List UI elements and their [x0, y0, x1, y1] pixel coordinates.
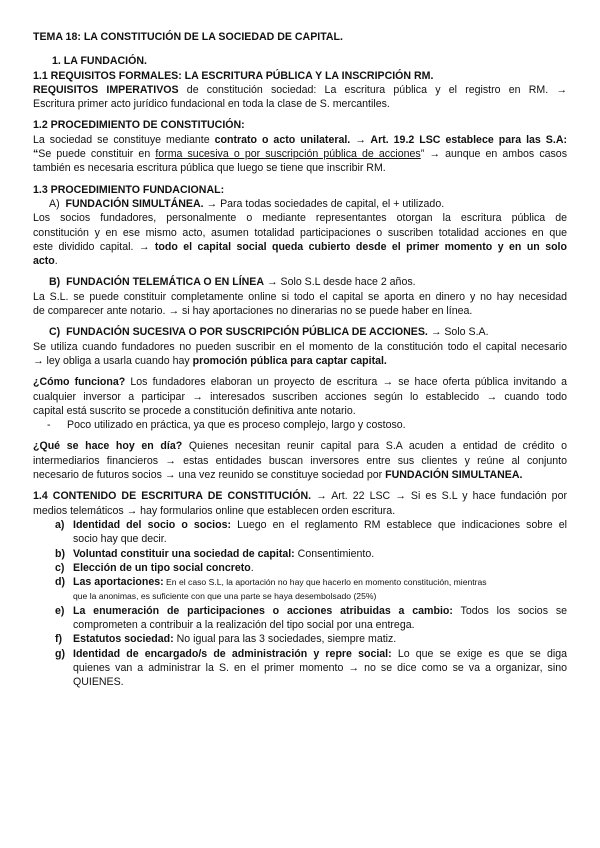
paragraph: intermediarios financieros → estas entidades buscan inversores entre sus clientes y reúne al conjunto — [33, 454, 567, 467]
list-item: d) Las aportaciones: En el caso S.L, la aportación no hay que hacerlo en momento constitución, mientras — [55, 576, 487, 589]
paragraph: REQUISITOS IMPERATIVOS de constitución sociedad: La escritura pública y el registro en RM. → — [33, 83, 567, 96]
section-1-heading: 1. LA FUNDACIÓN. — [52, 55, 147, 68]
paragraph: → ley obliga a usarla cuando hay promoción pública para captar capital. — [33, 354, 387, 367]
paragraph: cualquier inversor a participar → interesados suscriben acciones según lo establecido → cuando todo — [33, 390, 567, 403]
list-item-continuation: socio hay que decir. — [73, 533, 167, 546]
paragraph: “Se puede constituir en forma sucesiva o por suscripción pública de acciones” → aunque en ambos casos — [33, 148, 567, 161]
section-1-2-title: 1.2 PROCEDIMIENTO DE CONSTITUCIÓN: — [33, 119, 245, 132]
list-item: f) Estatutos sociedad: No igual para las 3 sociedades, siempre matiz. — [55, 633, 397, 646]
section-1-1-title: 1.1 REQUISITOS FORMALES: LA ESCRITURA PÚBLICA Y LA INSCRIPCIÓN RM. — [33, 69, 434, 82]
list-item-continuation: quienes van a administrar la S. en el primer momento → no se dice como se va a organizar, sino — [73, 661, 567, 674]
paragraph: constitución y en ese mismo acto, asumen totalidad participaciones o suscriben totalidad acciones en que — [33, 226, 567, 239]
paragraph: ¿Qué se hace hoy en día? Quienes necesitan reunir capital para S.A acuden a entidad de crédito o — [33, 440, 567, 453]
list-item: e) La enumeración de participaciones o acciones atribuidas a cambio: Todos los socios se — [55, 604, 568, 617]
list-item: c) Elección de un tipo social concreto. — [55, 561, 254, 574]
paragraph: La S.L. se puede constituir completamente online si todo el capital se aporta en dinero y no hay necesidad — [33, 290, 567, 303]
paragraph: de comparecer ante notario. → si hay aportaciones no dinerarias no se puede haber en línea. — [33, 305, 473, 318]
subsection-b-heading: B) FUNDACIÓN TELEMÁTICA O EN LÍNEA → Solo S.L desde hace 2 años. — [49, 276, 416, 289]
subsection-c-heading: C) FUNDACIÓN SUCESIVA O POR SUSCRIPCIÓN PÚBLICA DE ACCIONES. → Solo S.A. — [49, 326, 489, 339]
paragraph: Se utiliza cuando fundadores no pueden suscribir en el momento de la constitución todo el capital necesario — [33, 340, 567, 353]
paragraph: La sociedad se constituye mediante contrato o acto unilateral. → Art. 19.2 LSC establece para las S.A: — [33, 133, 567, 146]
paragraph: este dividido capital. → todo el capital social queda cubierto desde el primer momento y en un solo — [33, 240, 567, 253]
list-item-continuation: QUIENES. — [73, 676, 124, 689]
doc-title: TEMA 18: LA CONSTITUCIÓN DE LA SOCIEDAD DE CAPITAL. — [33, 31, 343, 43]
paragraph: capital está suscrito se procede a constitución definitiva ante notario. — [33, 404, 356, 417]
paragraph: acto. — [33, 255, 58, 268]
section-1-3-title: 1.3 PROCEDIMIENTO FUNDACIONAL: — [33, 183, 225, 196]
list-item-continuation: que la anonimas, es suficiente con que una parte se haya desembolsado (25%) — [73, 591, 377, 602]
paragraph: también es necesaria escritura pública que luego se tiene que inscribir RM. — [33, 162, 386, 175]
paragraph: Escritura primer acto jurídico fundacional en toda la clase de S. mercantiles. — [33, 98, 390, 111]
paragraph: Los socios fundadores, personalmente o mediante representantes otorgan la escritura pública de — [33, 212, 567, 225]
list-item: a) Identidad del socio o socios: Luego en el reglamento RM establece que indicaciones sobre el — [55, 518, 568, 531]
paragraph: medios telemáticos → hay formularios online que establecen orden escritura. — [33, 504, 396, 517]
list-item: g) Identidad de encargado/s de administración y repre social: Lo que se exige es que se diga — [55, 647, 567, 660]
paragraph: ¿Cómo funciona? Los fundadores elaboran un proyecto de escritura → se hace oferta pública invitando a — [33, 376, 567, 389]
paragraph: necesario de futuros socios → una vez reunido se constituye sociedad por FUNDACIÓN SIMULTANEA. — [33, 469, 523, 482]
document-page — [33, 30, 567, 689]
list-item-continuation: comprometen a contribuir a la realización del tipo social por una entrega. — [73, 618, 415, 631]
list-item: b) Voluntad constituir una sociedad de capital: Consentimiento. — [55, 547, 375, 560]
subsection-a-heading: A) FUNDACIÓN SIMULTÁNEA. → Para todas sociedades de capital, el + utilizado. — [49, 197, 445, 210]
section-1-4-title: 1.4 CONTENIDO DE ESCRITURA DE CONSTITUCIÓN. → Art. 22 LSC → Si es S.L y hace fundación por — [33, 490, 567, 503]
bullet-item: - Poco utilizado en práctica, ya que es proceso complejo, largo y costoso. — [47, 419, 406, 432]
